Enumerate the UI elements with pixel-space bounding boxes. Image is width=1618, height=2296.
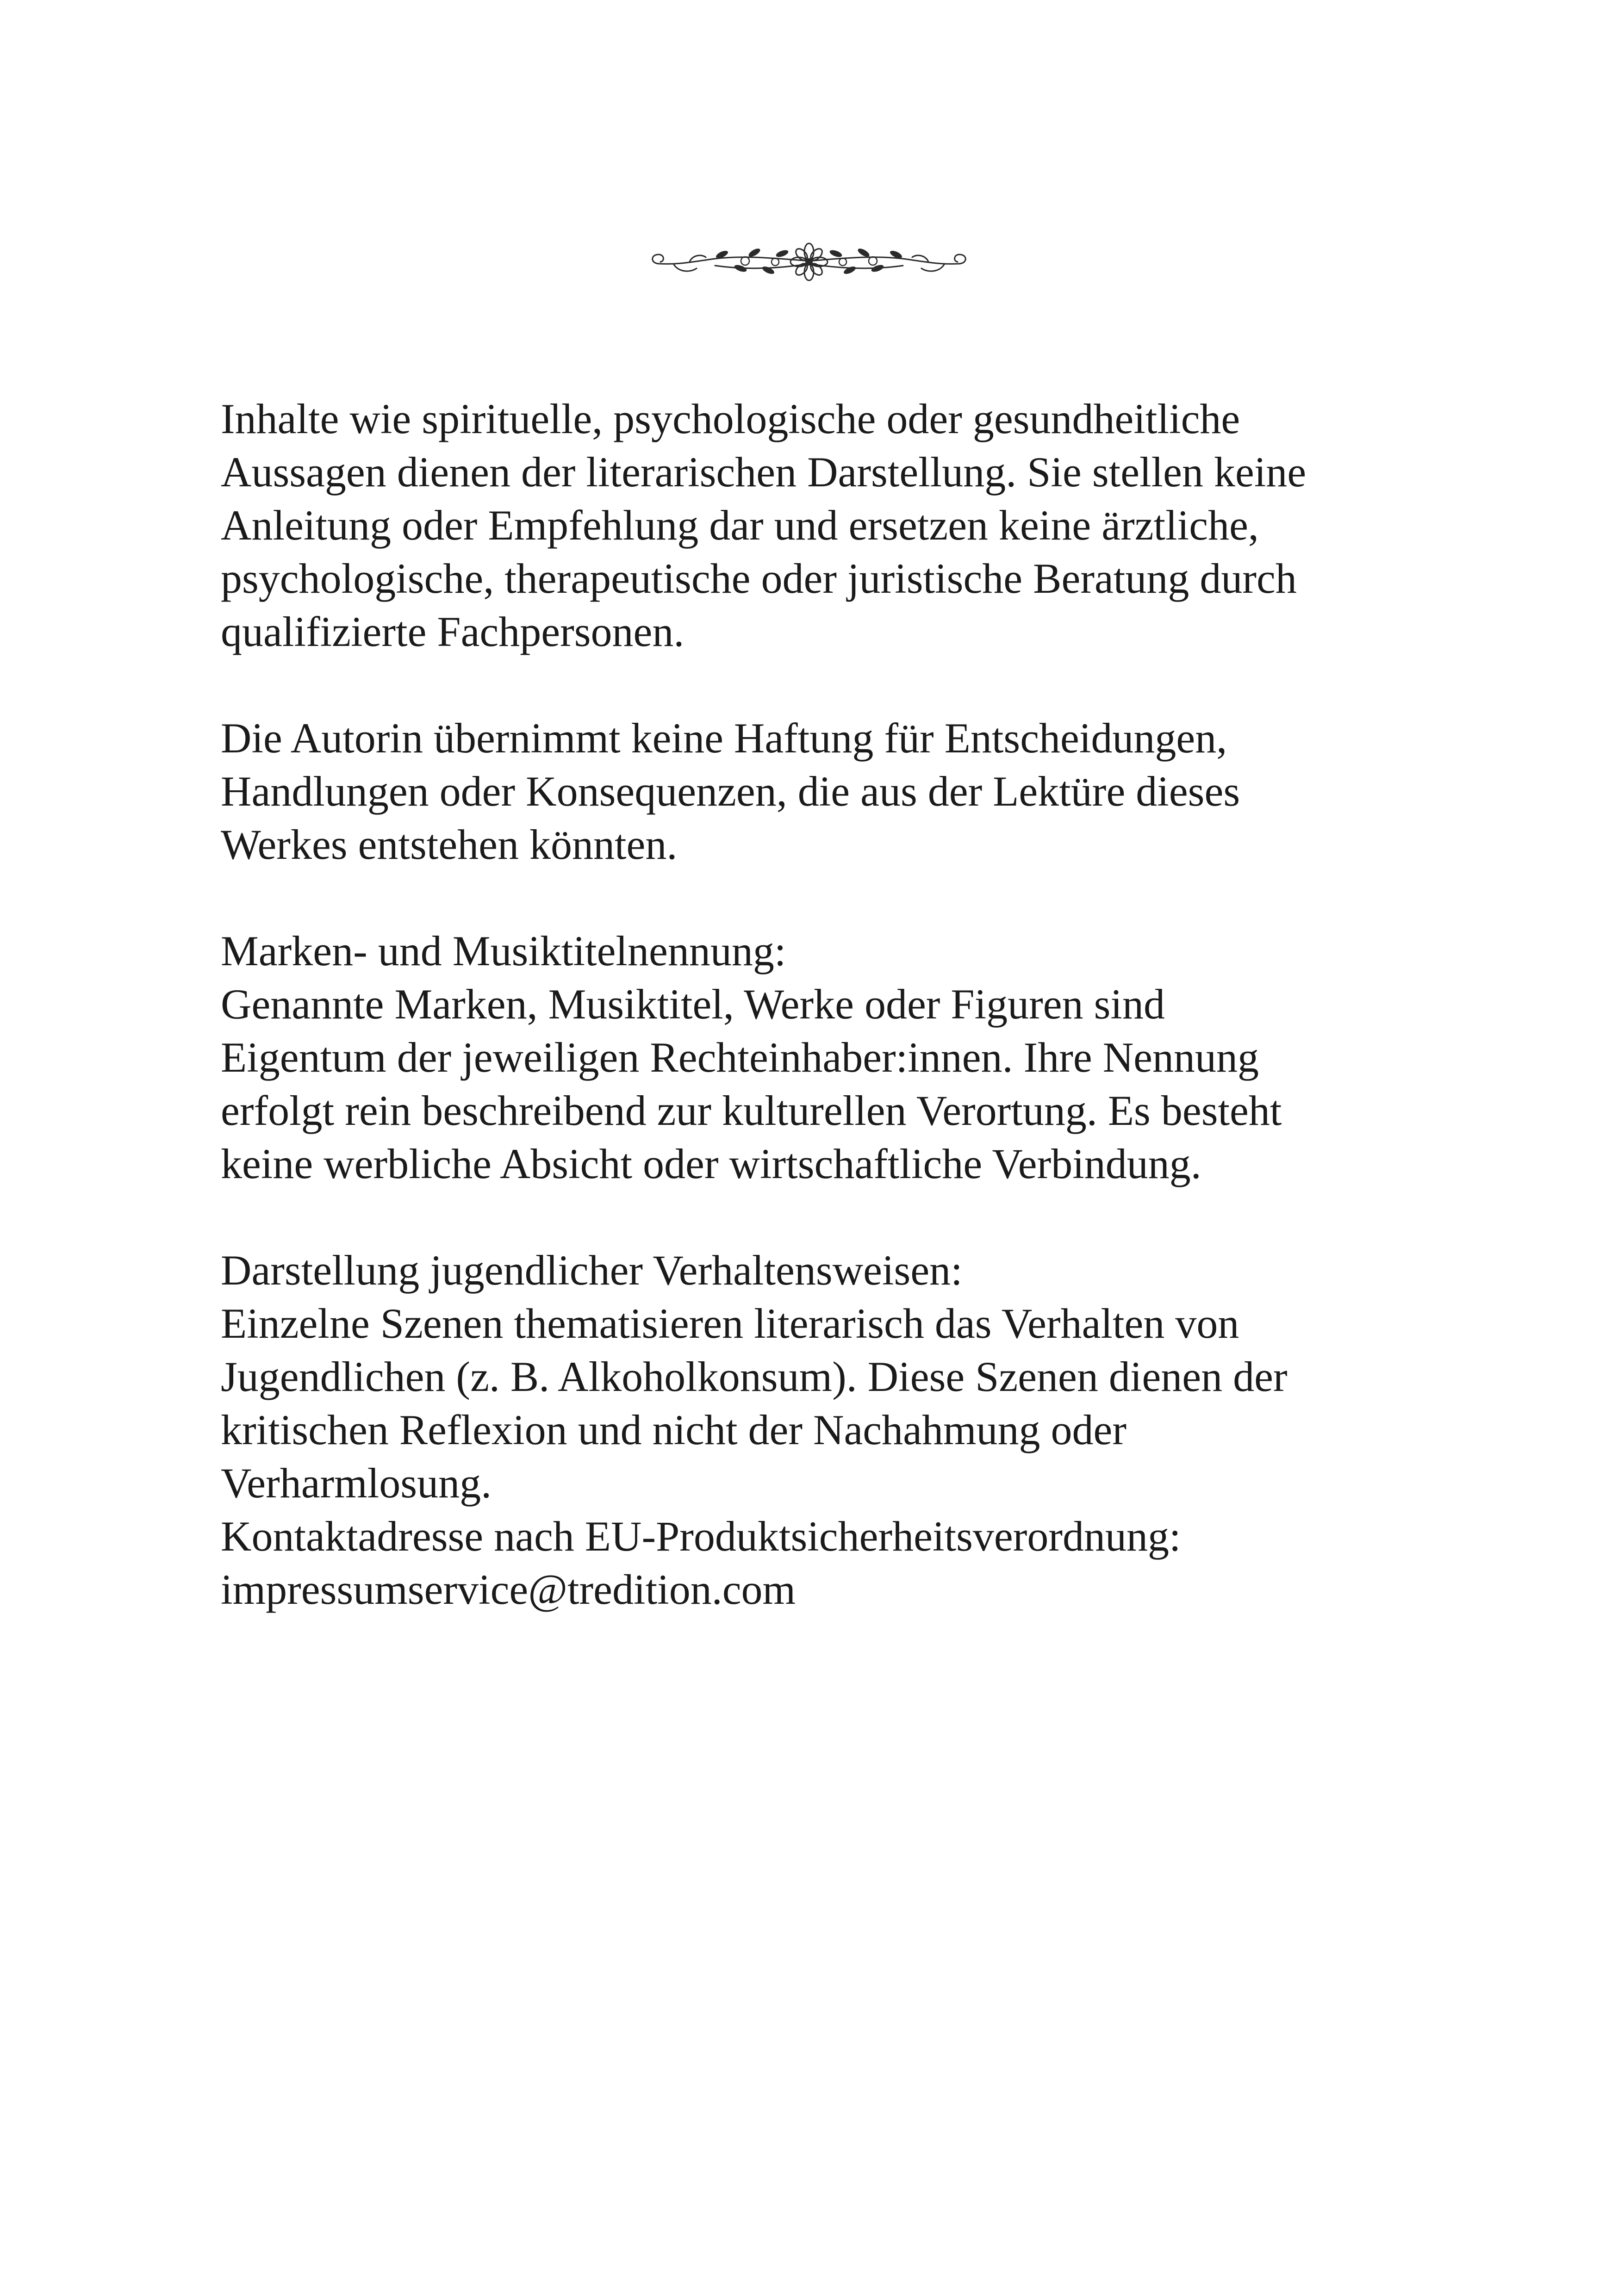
text-line: psychologische, therapeutische oder juristische Beratung durch bbox=[221, 555, 1297, 602]
paragraph-content-disclaimer bbox=[221, 392, 1461, 658]
section-heading: Marken- und Musiktitelnennung: bbox=[221, 927, 786, 974]
text-line: Anleitung oder Empfehlung dar und ersetzen keine ärztliche, bbox=[221, 502, 1259, 549]
text-line: Inhalte wie spirituelle, psychologische oder gesundheitliche bbox=[221, 395, 1240, 442]
floral-divider-graphic bbox=[646, 231, 972, 292]
text-line: Werkes entstehen könnten. bbox=[221, 821, 678, 868]
text-line: Einzelne Szenen thematisieren literarisch das Verhalten von bbox=[221, 1300, 1239, 1347]
text-line: Die Autorin übernimmt keine Haftung für Entscheidungen, bbox=[221, 714, 1227, 762]
text-line: kritischen Reflexion und nicht der Nachahmung oder bbox=[221, 1406, 1126, 1453]
text-line: Aussagen dienen der literarischen Darstellung. Sie stellen keine bbox=[221, 448, 1307, 496]
floral-divider-icon bbox=[646, 231, 972, 292]
text-line: Jugendlichen (z. B. Alkoholkonsum). Diese Szenen dienen der bbox=[221, 1353, 1288, 1400]
section-heading: Darstellung jugendlicher Verhaltensweisen: bbox=[221, 1247, 963, 1294]
text-line: erfolgt rein beschreibend zur kulturellen Verortung. Es besteht bbox=[221, 1087, 1282, 1134]
paragraph-youth-behavior bbox=[221, 1244, 1461, 1616]
text-line: Eigentum der jeweiligen Rechteinhaber:innen. Ihre Nennung bbox=[221, 1034, 1259, 1081]
contact-email: impressumservice@tredition.com bbox=[221, 1566, 796, 1613]
text-line: qualifizierte Fachpersonen. bbox=[221, 608, 685, 655]
disclaimer-text bbox=[221, 392, 1461, 1616]
text-line: Handlungen oder Konsequenzen, die aus der Lektüre dieses bbox=[221, 768, 1240, 815]
paragraph-liability bbox=[221, 712, 1461, 871]
paragraph-trademarks bbox=[221, 925, 1461, 1191]
text-line: Verharmlosung. bbox=[221, 1459, 492, 1507]
contact-label: Kontaktadresse nach EU-Produktsicherheitsverordnung: bbox=[221, 1513, 1181, 1560]
text-line: Genannte Marken, Musiktitel, Werke oder Figuren sind bbox=[221, 980, 1165, 1028]
text-line: keine werbliche Absicht oder wirtschaftliche Verbindung. bbox=[221, 1140, 1201, 1187]
